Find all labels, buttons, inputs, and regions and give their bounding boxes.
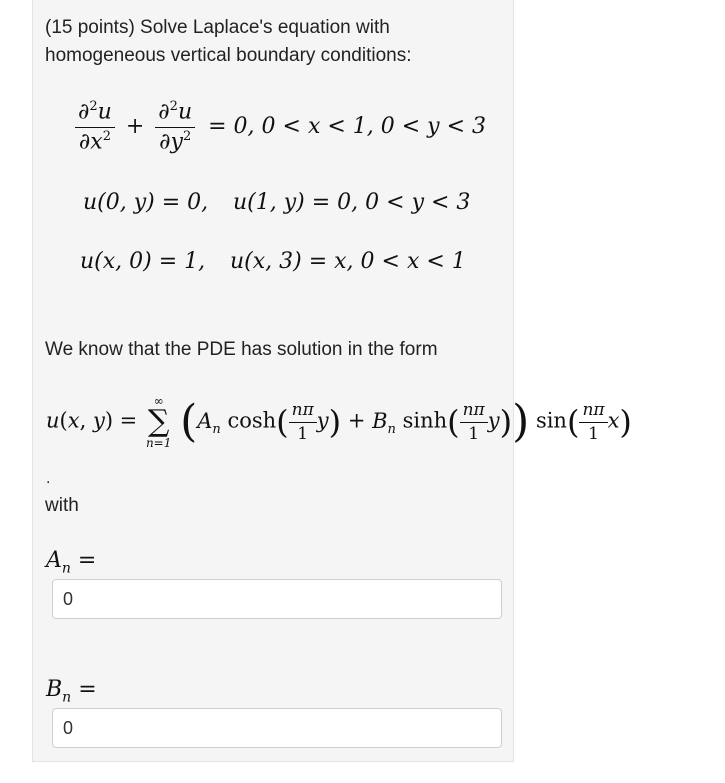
bc-u1y: u(1, y) = 0, 0 < y < 3 [233, 190, 471, 215]
bn-input[interactable] [52, 708, 502, 748]
bc-ux0: u(x, 0) = 1, [80, 249, 206, 274]
question-intro-line2: homogeneous vertical boundary conditions: [45, 45, 412, 66]
bn-label: $B_n$ = [46, 677, 97, 706]
with-label: with [45, 495, 79, 516]
summation-symbol: ∞ ∑ n=1 [145, 394, 172, 450]
an-input[interactable] [52, 579, 502, 619]
solution-form-text: We know that the PDE has solution in the form [45, 339, 438, 360]
pde-rhs: = 0, 0 < x < 1, 0 < y < 3 [208, 114, 487, 140]
question-intro-line1: (15 points) Solve Laplace's equation with [45, 17, 390, 38]
an-label: $A_n$ = [46, 548, 97, 577]
pde-equation: $\frac{\partial^2u}{\partial x^2}$ + $\frac{\partial^2u}{\partial y^2}$ = 0, 0 < x < 1, 0 < y < 3 [75, 100, 486, 154]
bc-u0y: u(0, y) = 0, [83, 190, 209, 215]
period-mark: . [46, 470, 51, 487]
series-solution: u(x, y) = ∞ ∑ n=1 ($A_n$ cosh( $\frac{n\pi}{1}$ $y) + B_n$ sinh( $\frac{n\pi}{1}$ y)) sin( $\frac{n\pi}{1}$ x) [46, 394, 632, 450]
bc-ux3: u(x, 3) = x, 0 < x < 1 [230, 249, 466, 274]
